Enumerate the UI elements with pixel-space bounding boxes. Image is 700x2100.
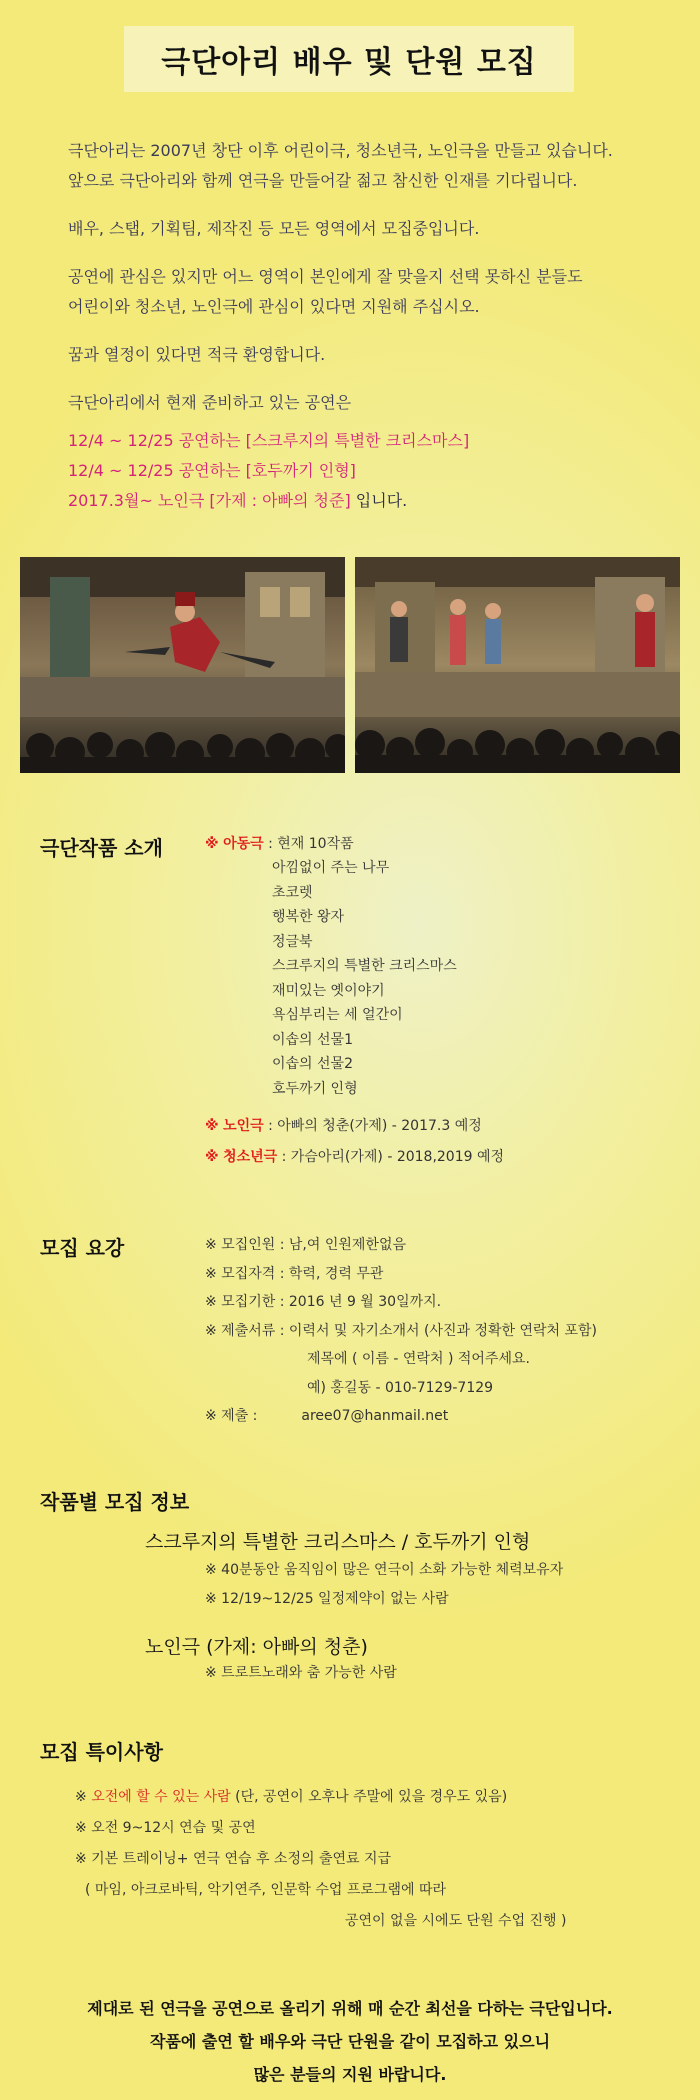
performance-photo-2 [355, 557, 680, 773]
closing-line: 많은 분들의 지원 바랍니다. [253, 2065, 447, 2084]
show-line-tail: 입니다. [350, 491, 408, 510]
kids-plays-label: 아동극 [223, 836, 264, 852]
kids-play-item: 초코렛 [272, 884, 313, 901]
youth-play-text: : 가슴아리(가제) - 2018,2019 예정 [277, 1149, 505, 1165]
note-mark: ※ [205, 1118, 219, 1134]
perwork-group-1: 스크루지의 특별한 크리스마스 / 호두까기 인형 [145, 1531, 531, 1553]
works-heading: 극단작품 소개 [40, 836, 163, 860]
intro-line: 공연에 관심은 있지만 어느 영역이 본인에게 잘 맞을지 선택 못하신 분들도 [68, 267, 583, 286]
special-item: 공연이 없을 시에도 단원 수업 진행 ) [345, 1913, 567, 1929]
intro-line: 극단아리는 2007년 창단 이후 어린이극, 청소년극, 노인극을 만들고 있습니다. [68, 141, 613, 160]
intro-line: 꿈과 열정이 있다면 적극 환영합니다. [68, 345, 326, 364]
closing-message [0, 1992, 700, 2091]
note-mark: ※ [205, 836, 219, 852]
perwork-heading: 작품별 모집 정보 [40, 1490, 190, 1514]
kids-play-item: 스크루지의 특별한 크리스마스 [272, 958, 457, 974]
closing-line: 제대로 된 연극을 공연으로 올리기 위해 매 순간 최선을 다하는 극단입니다. [87, 1999, 613, 2018]
youth-play-line [205, 1145, 504, 1170]
recruit-item: ※ 모집자격 : 학력, 경력 무관 [205, 1265, 384, 1282]
page-title: 극단아리 배우 및 단원 모집 [124, 26, 574, 92]
perwork-item: ※ 40분동안 움직임이 많은 연극이 소화 가능한 체력보유자 [205, 1562, 564, 1578]
senior-play-line [205, 1114, 482, 1139]
intro-line: 앞으로 극단아리와 함께 연극을 만들어갈 젊고 참신한 인재를 기다립니다. [68, 171, 578, 190]
show-line: 2017.3월~ 노인극 [가제 : 아빠의 청준] [68, 491, 351, 510]
youth-play-label: 청소년극 [223, 1149, 278, 1165]
kids-plays-line [205, 832, 354, 857]
special-item: ※ 오전 9~12시 연습 및 공연 [75, 1820, 256, 1836]
note-mark: ※ [75, 1789, 92, 1805]
kids-play-item: 이솝의 선물2 [272, 1056, 353, 1072]
note-mark: ※ [205, 1149, 219, 1165]
special-details [75, 1782, 567, 1937]
perwork-item: ※ 12/19~12/25 일정제약이 없는 사람 [205, 1591, 449, 1607]
recruit-item: 제목에 ( 이름 - 연락처 ) 적어주세요. [307, 1351, 530, 1367]
show-line: 12/4 ~ 12/25 공연하는 [스크루지의 특별한 크리스마스] [68, 431, 470, 450]
recruit-item: 예) 홍길동 - 010-7129-7129 [307, 1379, 494, 1396]
kids-play-item: 행복한 왕자 [272, 909, 345, 925]
kids-plays-count: : 현재 10작품 [263, 836, 354, 852]
special-item: ( 마임, 아크로바틱, 악기연주, 인문학 수업 프로그램에 따라 [85, 1882, 447, 1898]
kids-play-item: 호두까기 인형 [272, 1080, 358, 1097]
perwork-item: ※ 트로트노래와 춤 가능한 사람 [205, 1665, 397, 1681]
intro-line: 극단아리에서 현재 준비하고 있는 공연은 [68, 393, 352, 412]
recruit-item: ※ 모집인원 : 남,여 인원제한없음 [205, 1237, 406, 1253]
intro-line: 배우, 스탭, 기획팀, 제작진 등 모든 영역에서 모집중입니다. [68, 219, 480, 238]
recruit-details [205, 1231, 597, 1431]
perwork-group-2-items [205, 1661, 397, 1686]
kids-play-item: 재미있는 옛이야기 [272, 982, 385, 999]
perwork-group-1-items [205, 1556, 563, 1614]
performance-photo-1 [20, 557, 345, 773]
recruit-heading: 모집 요강 [40, 1236, 125, 1260]
kids-play-item: 아낌없이 주는 나무 [272, 860, 390, 876]
special-highlight: 오전에 할 수 있는 사람 [91, 1789, 231, 1805]
recruit-item: ※ 모집기한 : 2016 년 9 월 30일까지. [205, 1294, 442, 1310]
submit-label: ※ 제출 : [205, 1408, 258, 1424]
special-item: ※ 기본 트레이닝+ 연극 연습 후 소정의 출연료 지급 [75, 1851, 392, 1867]
kids-play-item: 이솝의 선물1 [272, 1031, 353, 1048]
recruit-item: ※ 제출서류 : 이력서 및 자기소개서 (사진과 정확한 연락처 포함) [205, 1322, 597, 1339]
senior-play-label: 노인극 [223, 1118, 264, 1134]
show-line: 12/4 ~ 12/25 공연하는 [호두까기 인형] [68, 461, 356, 480]
special-note: (단, 공연이 오후나 주말에 있을 경우도 있음) [230, 1789, 508, 1805]
kids-play-item: 욕심부리는 세 얼간이 [272, 1007, 403, 1023]
special-heading: 모집 특이사항 [40, 1740, 163, 1764]
submit-email[interactable]: aree07@hanmail.net [301, 1408, 449, 1424]
kids-plays-list [272, 856, 457, 1101]
senior-play-text: : 아빠의 청춘(가제) - 2017.3 예정 [263, 1118, 482, 1134]
intro-text [68, 136, 668, 516]
intro-line: 어린이와 청소년, 노인극에 관심이 있다면 지원해 주십시오. [68, 297, 480, 316]
perwork-group-2: 노인극 (가제: 아빠의 청춘) [145, 1636, 368, 1658]
kids-play-item: 정글북 [272, 933, 313, 950]
closing-line: 작품에 출연 할 배우와 극단 단원을 같이 모집하고 있으니 [149, 2032, 551, 2051]
